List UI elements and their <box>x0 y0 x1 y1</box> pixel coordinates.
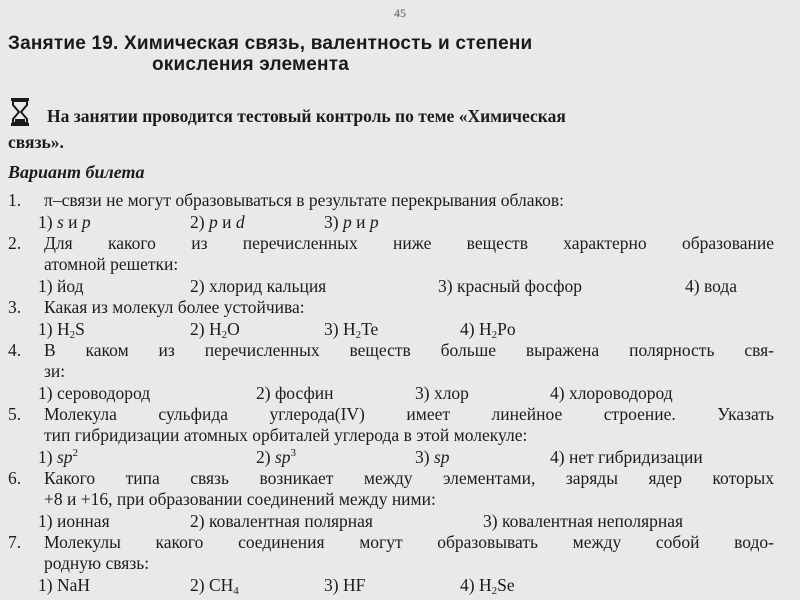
answer-option: 1) сероводород <box>38 383 151 403</box>
answer-option: 4) нет гибридизации <box>550 447 703 467</box>
notice-line-2: связь». <box>8 132 64 152</box>
question-text-line: В каком из перечисленных веществ больше выражена полярность свя- <box>44 340 774 360</box>
answer-option: 3) HF <box>324 575 366 595</box>
variant-heading: Вариант билета <box>8 162 145 182</box>
question-number: 5. <box>8 404 22 424</box>
answer-option: 3) ковалентная неполярная <box>483 511 684 531</box>
question-number: 4. <box>8 340 22 360</box>
answer-option: 4) вода <box>685 276 738 296</box>
question-text-line: +8 и +16, при образовании соединений между ними: <box>44 489 436 509</box>
question-text-line: Какого типа связь возникает между элементами, заряды ядер которых <box>44 468 774 488</box>
answer-option: 2) фосфин <box>256 383 334 403</box>
question-text-line: Для какого из перечисленных ниже веществ характерно образование <box>44 233 774 253</box>
answer-option: 4) $H_2Po$ <box>460 319 516 341</box>
question-text-line: атомной решетки: <box>44 254 179 274</box>
question-text-line: родную связь: <box>44 553 150 573</box>
question-number: 2. <box>8 233 22 253</box>
notice-line-1: На занятии проводится тестовый контроль по теме «Химическая <box>47 106 566 126</box>
answer-option: 3) хлор <box>415 383 469 403</box>
question-text-line: Молекула сульфида углерода(IV) имеет линейное строение. Указать <box>44 404 774 424</box>
question-number: 1. <box>8 190 22 210</box>
question-number: 6. <box>8 468 22 488</box>
answer-option: 1) йод <box>38 276 84 296</box>
answer-option: 3) красный фосфор <box>438 276 582 296</box>
question-text-line: тип гибридизации атомных орбиталей углерода в этой молекуле: <box>44 425 528 445</box>
question-text-line: π–связи не могут образовываться в результате перекрывания облаков: <box>44 190 565 210</box>
answer-option: 4) $H_2Se$ <box>460 575 515 597</box>
answer-option: 2) ковалентная полярная <box>190 511 373 531</box>
answer-option: 2) $sp^3$ <box>256 447 297 467</box>
answer-option: 3) $H_2Te$ <box>324 319 379 341</box>
answer-option: 1) ионная <box>38 511 110 531</box>
answer-option: 1) NaH <box>38 575 90 595</box>
answer-option: 3) p и p <box>324 212 379 232</box>
page-title-line-2: окисления элемента <box>152 54 349 75</box>
question-text-line: Какая из молекул более устойчива: <box>44 297 305 317</box>
answer-option: 2) хлорид кальция <box>190 276 327 296</box>
question-text-line: Молекулы какого соединения могут образовывать между собой водо- <box>44 532 774 552</box>
answer-option: 2) p и d <box>190 212 245 232</box>
question-number: 3. <box>8 297 22 317</box>
answer-option: 2) $H_2O$ <box>190 319 240 341</box>
question-number: 7. <box>8 532 22 552</box>
page-number: 45 <box>394 6 406 20</box>
answer-option: 3) sp <box>415 447 450 467</box>
answer-option: 1) $sp^2$ <box>38 447 79 467</box>
answer-option: 1) $H_2S$ <box>38 319 85 341</box>
question-text-line: зи: <box>44 361 66 381</box>
answer-option: 1) s и p <box>38 212 91 232</box>
answer-option: 4) хлороводород <box>550 383 673 403</box>
page-title-line-1: Занятие 19. Химическая связь, валентность и степени <box>8 33 533 54</box>
hourglass-icon <box>9 97 31 127</box>
answer-option: 2) $CH_4$ <box>190 575 239 597</box>
